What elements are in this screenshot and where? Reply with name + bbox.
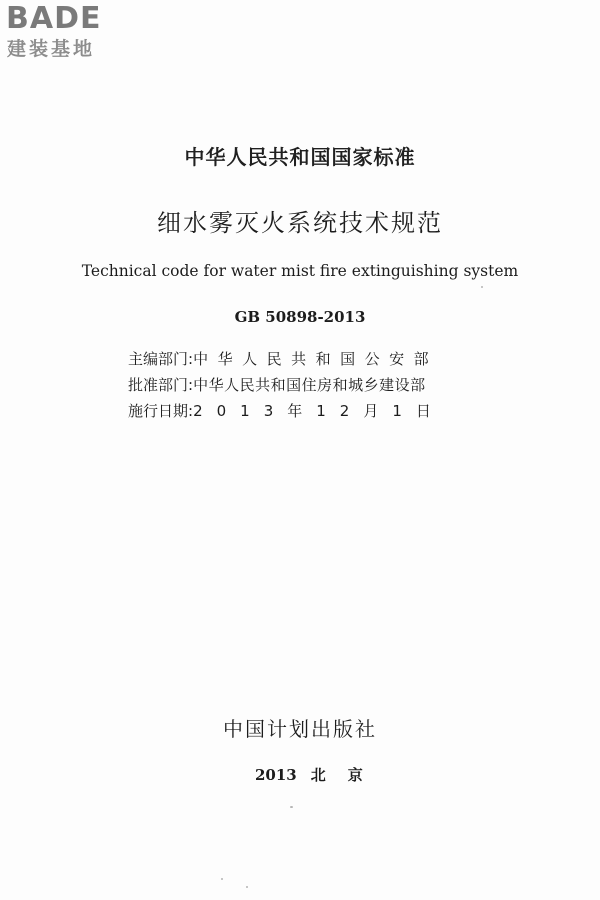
watermark-latin-text: BADE — [6, 1, 102, 36]
publisher-name: 中国计划出版社 — [223, 717, 377, 741]
standard-code: GB 50898-2013 — [234, 308, 366, 326]
issuing-information — [128, 346, 445, 424]
publication-city: 北京 — [310, 766, 385, 784]
approver-row — [128, 372, 445, 398]
document-title-chinese: 细水雾灭火系统技术规范 — [157, 209, 443, 237]
document-title-english: Technical code for water mist fire extinguishing system — [81, 262, 519, 280]
scan-speck — [221, 878, 223, 880]
effective-date-label: 施行日期: — [128, 402, 194, 420]
scan-speck — [481, 286, 483, 288]
publication-year-city — [255, 764, 385, 785]
editor-label: 主编部门: — [128, 350, 194, 368]
approver-value: 中华人民共和国住房和城乡建设部 — [193, 376, 426, 394]
watermark-cjk-text: 建装基地 — [7, 38, 96, 60]
effective-date-row — [128, 398, 445, 424]
bade-watermark-logo — [6, 2, 118, 62]
scan-speck — [290, 806, 293, 808]
editor-value: 中华人民共和国公安部 — [193, 350, 439, 368]
approver-label: 批准部门: — [128, 376, 194, 394]
publication-year: 2013 — [255, 766, 297, 784]
effective-date-value: 2013年12月1日 — [193, 402, 445, 420]
editor-row — [128, 346, 445, 372]
standard-series-heading: 中华人民共和国国家标准 — [184, 145, 416, 169]
scan-speck — [246, 886, 248, 888]
